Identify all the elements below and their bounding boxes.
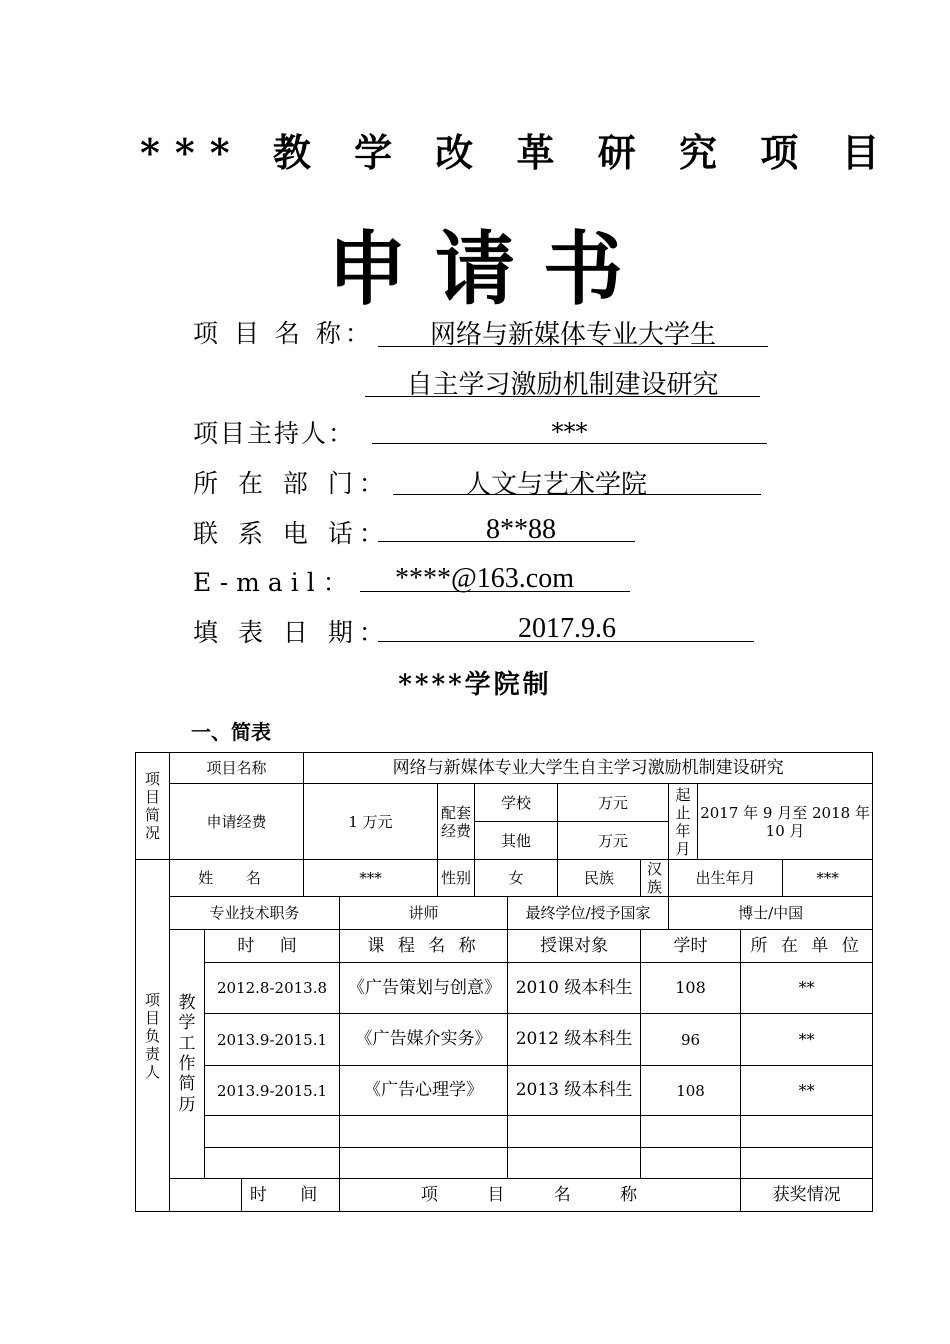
col-unit: 所 在 单 位: [741, 930, 873, 963]
host-value: ***: [551, 418, 588, 446]
col-time: 时 间: [205, 930, 340, 963]
award-status: 获奖情况: [741, 1179, 873, 1212]
table-row-empty: [136, 1116, 873, 1148]
row-hours: 108: [641, 1066, 741, 1116]
period-value: 2017 年 9 月至 2018 年 10 月: [698, 784, 873, 860]
issuer: ****学院制: [398, 670, 552, 700]
date-value: 2017.9.6: [518, 613, 616, 644]
period-label: 起止年月: [669, 784, 698, 860]
other-value: 万元: [558, 822, 669, 860]
phone-value: 8**88: [486, 514, 556, 545]
name-label: 姓 名: [170, 860, 304, 897]
project-name-label: 项目名称: [170, 753, 304, 784]
project-name-value-1: 网络与新媒体专业大学生: [429, 320, 716, 350]
apply-fund-value: 1 万元: [304, 784, 438, 860]
col-course: 课 程 名 称: [340, 930, 508, 963]
project-name-value-2: 自主学习激励机制建设研究: [406, 370, 719, 400]
row-target: 2013 级本科生: [508, 1066, 641, 1116]
summary-table: [135, 752, 873, 1212]
title-line2: 申 请 书: [327, 222, 623, 316]
date-label: 填 表 日 期：: [193, 618, 390, 647]
table-row: [136, 963, 873, 1014]
birth-value: ***: [783, 860, 873, 897]
ethnic-label: 民族: [558, 860, 641, 897]
title-line1: *** 教 学 改 革 研 究 项 目: [140, 130, 895, 175]
section-title: 一、简表: [191, 720, 271, 744]
dept-label: 所 在 部 门：: [193, 469, 390, 498]
project-name-label: 项 目 名 称：: [193, 319, 374, 348]
host-label: 项目主持人：: [193, 419, 356, 448]
row-course: 《广告心理学》: [340, 1066, 508, 1116]
overview-label: 项目简况: [136, 753, 170, 860]
title-value: 讲师: [340, 897, 508, 930]
award-project: 项 目 名 称: [340, 1179, 741, 1212]
row-hours: 108: [641, 963, 741, 1014]
row-unit: **: [741, 963, 873, 1014]
email-label: E-mail：: [193, 568, 356, 597]
row-course: 《广告媒介实务》: [340, 1014, 508, 1066]
apply-fund-label: 申请经费: [170, 784, 304, 860]
table-row: [136, 1066, 873, 1116]
other-label: 其他: [475, 822, 558, 860]
row-unit: **: [741, 1066, 873, 1116]
birth-label: 出生年月: [669, 860, 783, 897]
leader-label: 项目负责人: [136, 860, 170, 1212]
gender-label: 性别: [438, 860, 475, 897]
row-hours: 96: [641, 1014, 741, 1066]
title-label: 专业技术职务: [170, 897, 340, 930]
school-value: 万元: [558, 784, 669, 822]
match-fund-label: 配套经费: [438, 784, 475, 860]
gender-value: 女: [475, 860, 558, 897]
award-time: 时 间: [242, 1179, 340, 1212]
name-value: ***: [304, 860, 438, 897]
row-time: 2013.9-2015.1: [205, 1014, 340, 1066]
row-target: 2010 级本科生: [508, 963, 641, 1014]
teaching-label: 教学工作简历: [170, 930, 205, 1179]
row-unit: **: [741, 1014, 873, 1066]
phone-label: 联 系 电 话：: [193, 519, 390, 548]
row-time: 2012.8-2013.8: [205, 963, 340, 1014]
col-hours: 学时: [641, 930, 741, 963]
row-time: 2013.9-2015.1: [205, 1066, 340, 1116]
project-name-value: 网络与新媒体专业大学生自主学习激励机制建设研究: [304, 753, 873, 784]
row-course: 《广告策划与创意》: [340, 963, 508, 1014]
ethnic-value: 汉族: [641, 860, 669, 897]
school-label: 学校: [475, 784, 558, 822]
table-row: [136, 1014, 873, 1066]
table-row-empty: [136, 1148, 873, 1179]
email-value: ****@163.com: [395, 563, 574, 594]
degree-value: 博士/中国: [669, 897, 873, 930]
col-target: 授课对象: [508, 930, 641, 963]
degree-label: 最终学位/授予国家: [508, 897, 669, 930]
dept-value: 人文与艺术学院: [465, 470, 648, 500]
row-target: 2012 级本科生: [508, 1014, 641, 1066]
